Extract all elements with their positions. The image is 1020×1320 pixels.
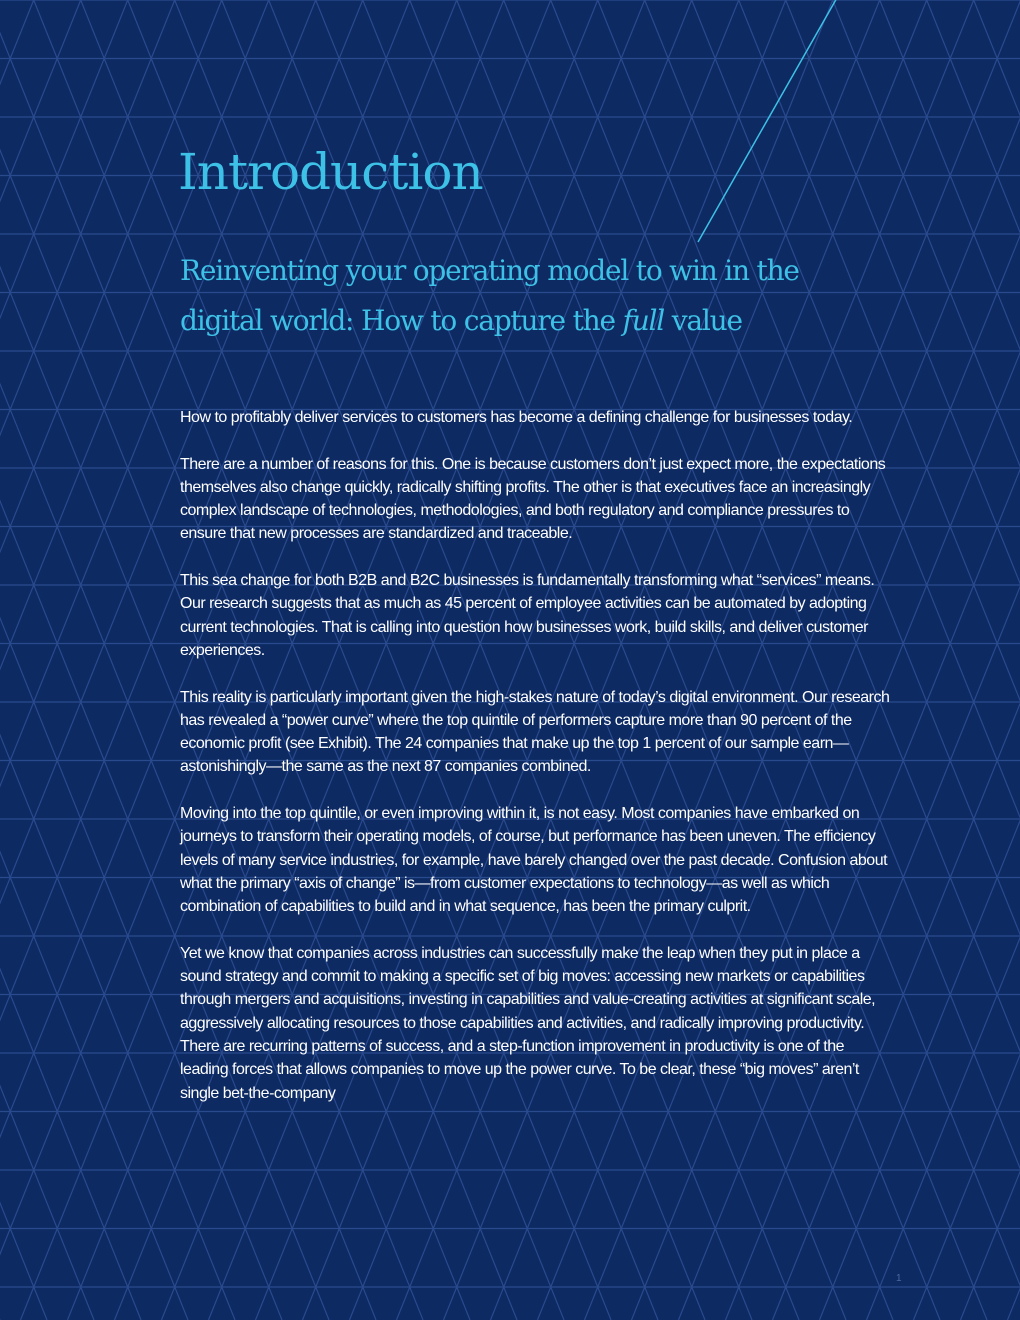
paragraph: Moving into the top quintile, or even improving within it, is not easy. Most companies have embarked on journeys to transform their operating models, of course, but performance has been uneven. The efficiency levels of many service industries, for example, have barely changed over the past decade. Confusion about what the primary “axis of change” is—from customer expectations to technology—as well as which combination of capabilities to build and in what sequence, has been the primary culprit. — [180, 805, 888, 916]
subtitle-emphasis: full — [622, 304, 665, 337]
subtitle-lead: Reinventing your operating model to win in the digital world: How to capture the — [180, 254, 799, 337]
paragraph: This sea change for both B2B and B2C businesses is fundamentally transforming what “services” means. Our research suggests that as much as 45 percent of employee activities can be automated by adopting current technologies. That is calling into question how businesses work, build skills, and deliver customer experiences. — [180, 572, 875, 659]
paragraph: This reality is particularly important given the high-stakes nature of today’s digital environment. Our research has revealed a “power curve” where the top quintile of performers capture more than 90 percent of the economic profit (see Exhibit). The 24 companies that make up the top 1 percent of our sample earn—astonishingly—the same as the next 87 companies combined. — [180, 688, 890, 776]
paragraph: How to profitably deliver services to customers has become a defining challenge for businesses today. — [180, 409, 853, 426]
page-title: Introduction — [178, 143, 483, 201]
paragraph: There are a number of reasons for this. One is because customers don’t just expect more, the expectations themselves also change quickly, radically shifting profits. The other is that executives face an increasingly complex landscape of technologies, methodologies, and both regulatory and compliance pressures to ensure that new processes are standardized and traceable. — [180, 455, 886, 543]
paragraph: Yet we know that companies across industries can successfully make the leap when they put in place a sound strategy and commit to making a specific set of big moves: accessing new markets or capabilities through mergers and acquisitions, investing in capabilities and value-creating activities at significant scale, aggressively allocating resources to those capabilities and activities, and radically improving productivity. There are recurring patterns of success, and a step-function improvement in productivity is one of the leading forces that allows companies to move up the power curve. To be clear, these “big moves” aren’t single bet-the-company — [180, 944, 876, 1102]
subtitle-tail: value — [664, 304, 742, 337]
page-subtitle — [180, 246, 880, 346]
accent-stroke — [698, 0, 838, 242]
body-text — [180, 406, 890, 1128]
page-number: 1 — [896, 1273, 902, 1284]
